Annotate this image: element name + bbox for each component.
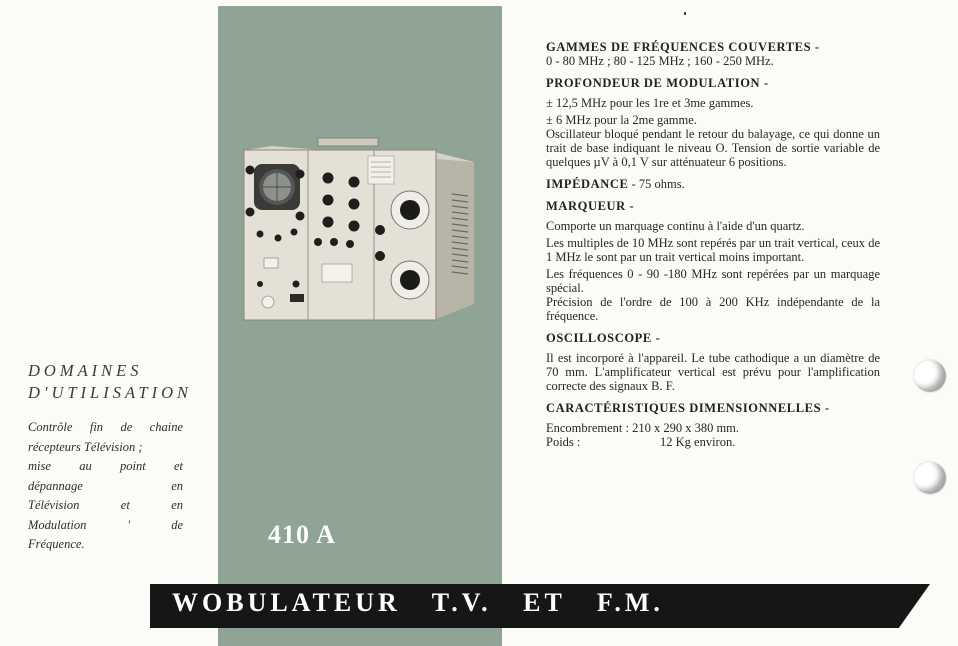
heading-impedance: IMPÉDANCE [546,177,629,191]
green-panel [218,6,502,646]
heading-profondeur: PROFONDEUR DE MODULATION - [546,76,769,90]
profondeur-line1: ± 12,5 MHz pour les 1re et 3me gammes. [546,96,754,110]
domaines-line: Fréquence. [28,537,85,551]
gammes-text: 0 - 80 MHz ; 80 - 125 MHz ; 160 - 250 MHz. [546,54,774,68]
poids-line [546,435,880,449]
marqueur-p1: Comporte un marquage continu à l'aide d'un quartz. [546,219,805,233]
section-impedance [546,177,880,191]
section-profondeur [546,76,880,169]
section-oscilloscope [546,331,880,393]
marqueur-p3: Les fréquences 0 - 90 -180 MHz sont repérées par un marquage spécial. [546,267,880,295]
heading-oscilloscope: OSCILLOSCOPE - [546,331,661,345]
poids-value: 12 Kg environ. [660,435,736,449]
binder-hole [914,360,946,392]
marqueur-p2: Les multiples de 10 MHz sont repérés par un trait vertical, ceux de 1 MHz le sont par un trait vertical moins important. [546,236,880,264]
domaines-title-line1: DOMAINES [28,361,143,380]
section-gammes [546,40,880,68]
profondeur-line2: ± 6 MHz pour la 2me gamme. [546,113,697,127]
heading-caracteristiques: CARACTÉRISTIQUES DIMENSIONNELLES - [546,401,830,415]
specs-column [546,40,880,449]
model-number: 410 A [268,520,336,549]
impedance-value: - 75 ohms. [628,177,685,191]
marqueur-p4: Précision de l'ordre de 100 à 200 KHz indépendante de la fréquence. [546,295,880,323]
oscilloscope-text: Il est incorporé à l'appareil. Le tube cathodique a un diamètre de 70 mm. L'amplificateur vertical est prévu pour l'amplification correcte des signaux B. F. [546,351,880,393]
domaines-text [28,418,183,555]
binder-hole [914,462,946,494]
section-caracteristiques [546,401,880,449]
print-speck [684,12,686,15]
profondeur-text: Oscillateur bloqué pendant le retour du balayage, ce qui donne un trait de base indiquant le niveau O. Tension de sortie variable de quelques µV à 0,1 V sur atténuateur 6 positions. [546,127,880,169]
banner-title: WOBULATEUR T.V. ET F.M. [172,588,664,617]
domaines-line: dépannage en [28,478,183,493]
domaines-title-line2: D'UTILISATION [28,383,193,402]
domaines-line: mise au point et [28,459,183,473]
domaines-title [28,360,193,404]
domaines-line: Contrôle fin de chaine [28,420,183,434]
poids-label: Poids : [546,435,581,449]
device-photo [238,134,478,326]
heading-marqueur: MARQUEUR - [546,199,635,213]
heading-gammes: GAMMES DE FRÉQUENCES COUVERTES - [546,40,820,54]
section-marqueur [546,199,880,323]
domaines-block [28,360,193,555]
encombrement-line: Encombrement : 210 x 290 x 380 mm. [546,421,740,435]
domaines-line: Télévision et en [28,498,183,512]
domaines-line: Modulation ' de [28,517,183,532]
domaines-line: récepteurs Télévision ; [28,439,143,454]
